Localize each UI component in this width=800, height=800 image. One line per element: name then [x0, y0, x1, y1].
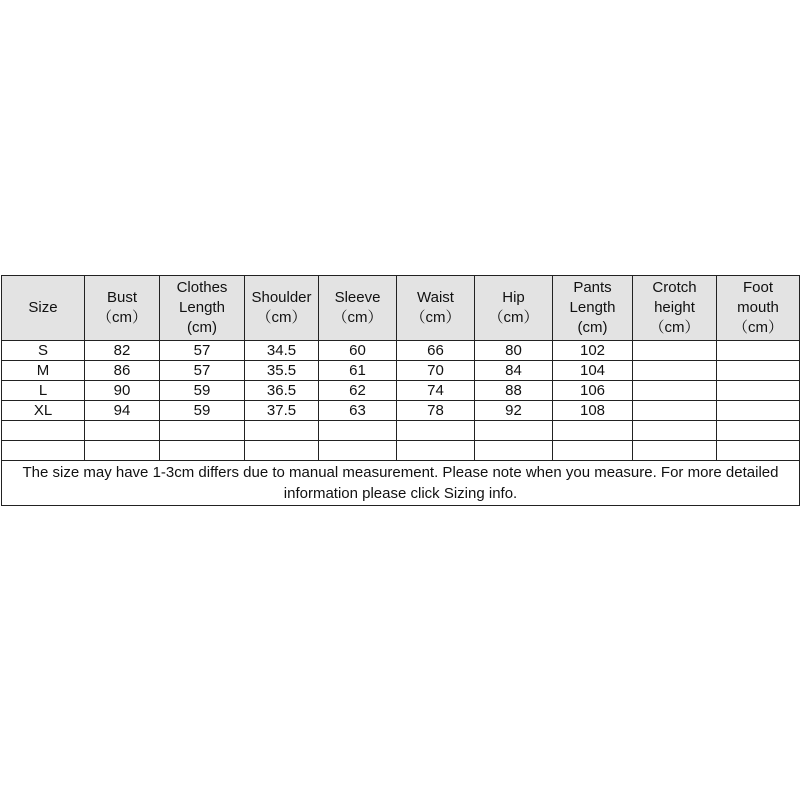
measurement-cell: 86 — [85, 361, 160, 381]
measurement-cell — [717, 361, 800, 381]
column-header-line: height — [654, 299, 695, 316]
measurement-cell: 92 — [475, 401, 553, 421]
measurement-cell: 59 — [160, 401, 245, 421]
measurement-cell — [475, 441, 553, 461]
measurement-cell: 82 — [85, 341, 160, 361]
column-header-line: （cm） — [97, 309, 147, 326]
measurement-cell — [397, 441, 475, 461]
measurement-cell: 74 — [397, 381, 475, 401]
column-header-line: （cm） — [410, 309, 461, 326]
column-header-line: (cm) — [577, 319, 608, 336]
measurement-cell: 84 — [475, 361, 553, 381]
measurement-cell: 57 — [160, 341, 245, 361]
column-header — [245, 276, 319, 341]
measurement-cell: 88 — [475, 381, 553, 401]
measurement-cell — [553, 441, 633, 461]
measurement-cell: 108 — [553, 401, 633, 421]
column-header-line: Hip — [502, 289, 525, 306]
measurement-cell: 63 — [319, 401, 397, 421]
column-header-line: （cm） — [649, 319, 700, 336]
measurement-cell: 60 — [319, 341, 397, 361]
table-row — [2, 441, 800, 461]
measurement-cell — [717, 421, 800, 441]
column-header-line: （cm） — [733, 319, 783, 336]
measurement-cell — [160, 421, 245, 441]
column-header — [397, 276, 475, 341]
table-row — [2, 361, 800, 381]
header-row — [2, 276, 800, 341]
measurement-cell — [633, 421, 717, 441]
measurement-cell — [717, 441, 800, 461]
size-cell: M — [2, 361, 85, 381]
column-header-line: Waist — [417, 289, 454, 306]
column-header-line: Shoulder — [251, 289, 312, 306]
measurement-cell — [633, 401, 717, 421]
measurement-cell — [85, 421, 160, 441]
measurement-note: The size may have 1-3cm differs due to manual measurement. Please note when you measure. For more detailed information please click Sizing info. — [2, 461, 800, 506]
table-row — [2, 381, 800, 401]
column-header-line: Bust — [106, 289, 137, 306]
measurement-cell — [633, 441, 717, 461]
column-header — [717, 276, 800, 341]
measurement-cell — [245, 441, 319, 461]
measurement-cell — [553, 421, 633, 441]
column-header-line: Clothes — [176, 279, 228, 296]
measurement-cell: 35.5 — [245, 361, 319, 381]
measurement-cell — [475, 421, 553, 441]
measurement-cell: 36.5 — [245, 381, 319, 401]
column-header-line: （cm） — [488, 309, 539, 326]
measurement-cell: 94 — [85, 401, 160, 421]
size-cell — [2, 421, 85, 441]
measurement-cell: 59 — [160, 381, 245, 401]
measurement-cell — [319, 441, 397, 461]
measurement-cell — [717, 401, 800, 421]
measurement-cell: 57 — [160, 361, 245, 381]
column-header-line: Crotch — [652, 279, 697, 296]
column-header — [160, 276, 245, 341]
size-cell: XL — [2, 401, 85, 421]
measurement-cell — [160, 441, 245, 461]
column-header-line: Foot — [742, 279, 773, 296]
measurement-cell: 106 — [553, 381, 633, 401]
column-header-line: （cm） — [256, 309, 307, 326]
measurement-cell — [633, 341, 717, 361]
measurement-cell: 70 — [397, 361, 475, 381]
measurement-cell — [717, 341, 800, 361]
measurement-cell: 104 — [553, 361, 633, 381]
column-header-line: Pants — [573, 279, 612, 296]
column-header — [633, 276, 717, 341]
measurement-cell: 78 — [397, 401, 475, 421]
measurement-cell: 34.5 — [245, 341, 319, 361]
note-row — [2, 461, 800, 506]
measurement-cell — [397, 421, 475, 441]
column-header-line: Length — [569, 299, 616, 316]
column-header-line: mouth — [737, 299, 779, 316]
column-header-line: （cm） — [332, 309, 383, 326]
table-row — [2, 421, 800, 441]
measurement-cell — [633, 381, 717, 401]
column-header — [553, 276, 633, 341]
measurement-cell — [319, 421, 397, 441]
table-row — [2, 401, 800, 421]
measurement-cell: 37.5 — [245, 401, 319, 421]
column-header-line: Length — [179, 299, 225, 316]
measurement-cell — [717, 381, 800, 401]
column-header-line: Size — [28, 299, 58, 316]
size-cell: S — [2, 341, 85, 361]
measurement-cell — [633, 361, 717, 381]
measurement-cell — [245, 421, 319, 441]
size-cell: L — [2, 381, 85, 401]
size-cell — [2, 441, 85, 461]
measurement-cell: 66 — [397, 341, 475, 361]
measurement-cell: 61 — [319, 361, 397, 381]
size-chart-table — [1, 275, 800, 506]
column-header — [475, 276, 553, 341]
table-body — [2, 341, 800, 461]
column-header — [85, 276, 160, 341]
column-header — [319, 276, 397, 341]
measurement-cell: 102 — [553, 341, 633, 361]
column-header — [2, 276, 85, 341]
measurement-cell — [85, 441, 160, 461]
measurement-cell: 90 — [85, 381, 160, 401]
table-row — [2, 341, 800, 361]
measurement-cell: 62 — [319, 381, 397, 401]
column-header-line: Sleeve — [334, 289, 381, 306]
measurement-cell: 80 — [475, 341, 553, 361]
column-header-line: (cm) — [187, 319, 217, 336]
